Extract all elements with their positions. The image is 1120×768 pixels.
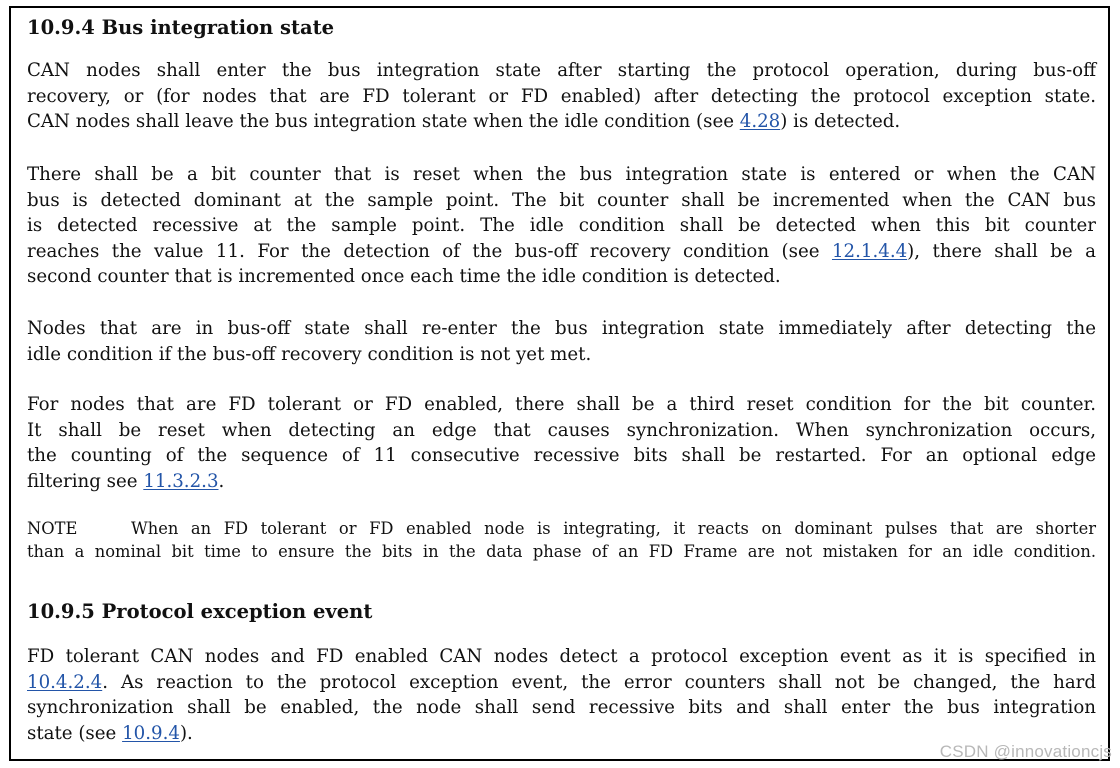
text-run: When an FD tolerant or FD enabled node is integrating, it reacts on dominant pulses that are shorter [131,519,1096,538]
text-line: FD tolerant CAN nodes and FD enabled CAN nodes detect a protocol exception event as it is specified in [27,646,1096,667]
text-line: than a nominal bit time to ensure the bits in the data phase of an FD Frame are not mistaken for an idle condition. [27,541,1096,561]
note-block [27,518,1096,563]
paragraph-bus-integration-enter-leave [27,58,1096,135]
paragraph-third-reset-condition [27,392,1096,494]
text-run: ), there shall be a [907,240,1096,262]
xref-link-4-28[interactable]: 4.28 [739,111,781,133]
xref-link-10-4-2-4[interactable]: 10.4.2.4 [27,671,103,693]
paragraph-protocol-exception-event [27,644,1096,746]
section-heading-10-9-4: 10.9.4 Bus integration state [27,16,335,39]
text-line: the counting of the sequence of 11 consecutive recessive bits shall be restarted. For an optional edge [27,445,1096,467]
text-line [27,469,1096,495]
text-run: CAN nodes shall leave the bus integration state when the idle condition (see [27,111,740,133]
text-line [27,721,1096,747]
document-page [9,6,1110,761]
text-run: ) is detected. [780,111,901,133]
csdn-watermark: CSDN @innovationcjs [939,742,1112,761]
xref-link-11-3-2-3[interactable]: 11.3.2.3 [143,470,219,492]
text-line [27,109,1096,135]
text-line: For nodes that are FD tolerant or FD enabled, there shall be a third reset condition for the bit counter. [27,394,1096,415]
text-line: bus is detected dominant at the sample point. The bit counter shall be incremented when the CAN bus [27,189,1096,211]
xref-link-10-9-4[interactable]: 10.9.4 [122,722,180,744]
text-line: is detected recessive at the sample point. The idle condition shall be detected when this bit counter [27,215,1096,237]
note-label: NOTE [27,519,78,538]
text-line [27,239,1096,265]
text-run: reaches the value 11. For the detection of the bus-off recovery condition (see [27,240,832,262]
text-line: Nodes that are in bus-off state shall re-enter the bus integration state immediately after detecting the [27,318,1096,339]
paragraph-bit-counter [27,162,1096,290]
text-run: state (see [27,722,123,744]
text-line: recovery, or (for nodes that are FD tolerant or FD enabled) after detecting the protocol exception state. [27,85,1096,107]
text-line: idle condition if the bus-off recovery condition is not yet met. [27,343,592,365]
paragraph-bus-off-reenter [27,316,1096,367]
xref-link-12-1-4-4[interactable]: 12.1.4.4 [831,240,908,262]
text-line: There shall be a bit counter that is reset when the bus integration state is entered or when the CAN [27,164,1096,185]
text-run: . [218,470,225,492]
text-line: second counter that is incremented once each time the idle condition is detected. [27,266,781,288]
text-run: . As reaction to the protocol exception event, the error counters shall not be changed, the hard [102,671,1096,693]
section-heading-10-9-5: 10.9.5 Protocol exception event [27,600,373,623]
text-line: It shall be reset when detecting an edge that causes synchronization. When synchronization occurs, [27,419,1096,441]
text-run: ). [179,722,193,744]
text-line: synchronization shall be enabled, the node shall send recessive bits and shall enter the bus integration [27,697,1096,719]
text-line [27,518,1096,541]
text-line [27,670,1096,696]
text-run: filtering see [27,470,144,492]
text-line: CAN nodes shall enter the bus integration state after starting the protocol operation, during bus-off [27,60,1096,81]
